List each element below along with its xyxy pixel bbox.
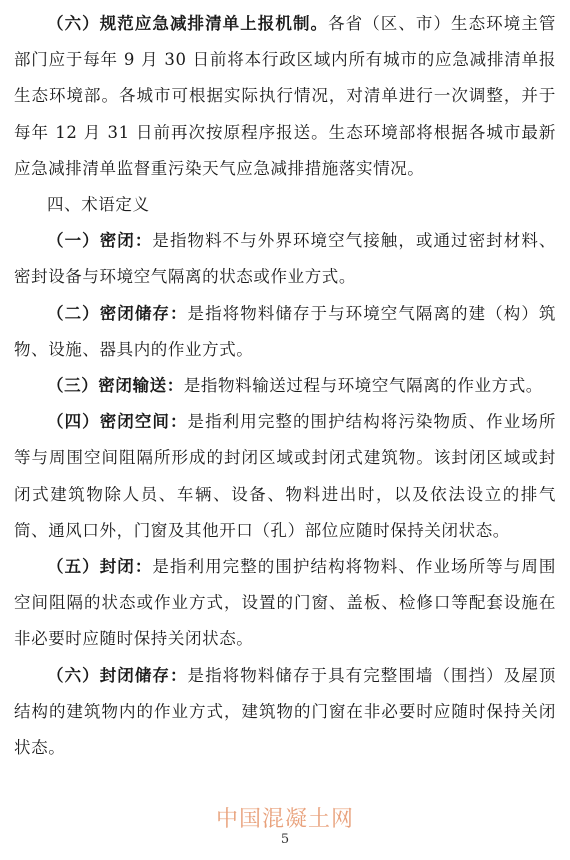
term-title: （二）密闭储存： xyxy=(47,303,188,323)
term-title: （四）密闭空间： xyxy=(47,412,188,432)
clause-title: （六）规范应急减排清单上报机制。 xyxy=(47,14,329,33)
page-number: 5 xyxy=(280,832,290,847)
term-definition: 是指将物料储存于与环境空气隔离的建（构）筑物、设施、器具内的作业方式。 xyxy=(14,303,556,359)
term-definition: 是指利用完整的围护结构将物料、作业场所等与周围空间阻隔的状态或作业方式，设置的门窗、盖板、检修口等配套设施在非必要时应随时保持关闭状态。 xyxy=(14,557,556,649)
clause-text: 各省（区、市）生态环境主管部门应于每年 9 月 30 日前将本行政区域内所有城市的应急减排清单报生态环境部。各城市可根据实际执行情况，对清单进行一次调整，并于每年 12 月 31 日前再次按原程序报送。生态环境部将根据各城市最新应急减排清单监督重污染天气应急减排措施落实情况。 xyxy=(14,14,556,178)
term-title: （一）密闭： xyxy=(47,231,153,251)
paragraph-emergency-reduction-list xyxy=(14,6,556,187)
section-heading-terms: 四、术语定义 xyxy=(47,195,150,215)
term-definition: 是指物料输送过程与环境空气隔离的作业方式。 xyxy=(183,376,543,396)
term-title: （五）封闭： xyxy=(47,557,153,577)
term-definition: 是指物料不与外界环境空气接触，或通过密封材料、密封设备与环境空气隔离的状态或作业方式。 xyxy=(14,231,556,287)
paragraph-term-enclosed-storage xyxy=(14,658,556,767)
term-definition: 是指将物料储存于具有完整围墙（围挡）及屋顶结构的建筑物内的作业方式，建筑物的门窗在非必要时应随时保持关闭状态。 xyxy=(14,665,556,758)
paragraph-term-sealed-storage xyxy=(14,296,556,368)
term-title: （三）密闭输送： xyxy=(47,376,184,396)
site-watermark: 中国混凝土网 xyxy=(215,807,354,832)
term-definition: 是指利用完整的围护结构将污染物质、作业场所等与周围空间阻隔所形成的封闭区域或封闭式建筑物。该封闭区域或封闭式建筑物除人员、车辆、设备、物料进出时，以及依法设立的排气筒、通风口外，门窗及其他开口（孔）部位应随时保持关闭状态。 xyxy=(14,412,556,540)
paragraph-term-sealed-space xyxy=(14,404,556,549)
document-body xyxy=(14,6,556,766)
paragraph-term-sealed xyxy=(14,223,556,295)
term-title: （六）封闭储存： xyxy=(47,665,188,685)
paragraph-term-enclosed xyxy=(14,549,556,658)
paragraph-term-sealed-conveying xyxy=(14,368,556,404)
